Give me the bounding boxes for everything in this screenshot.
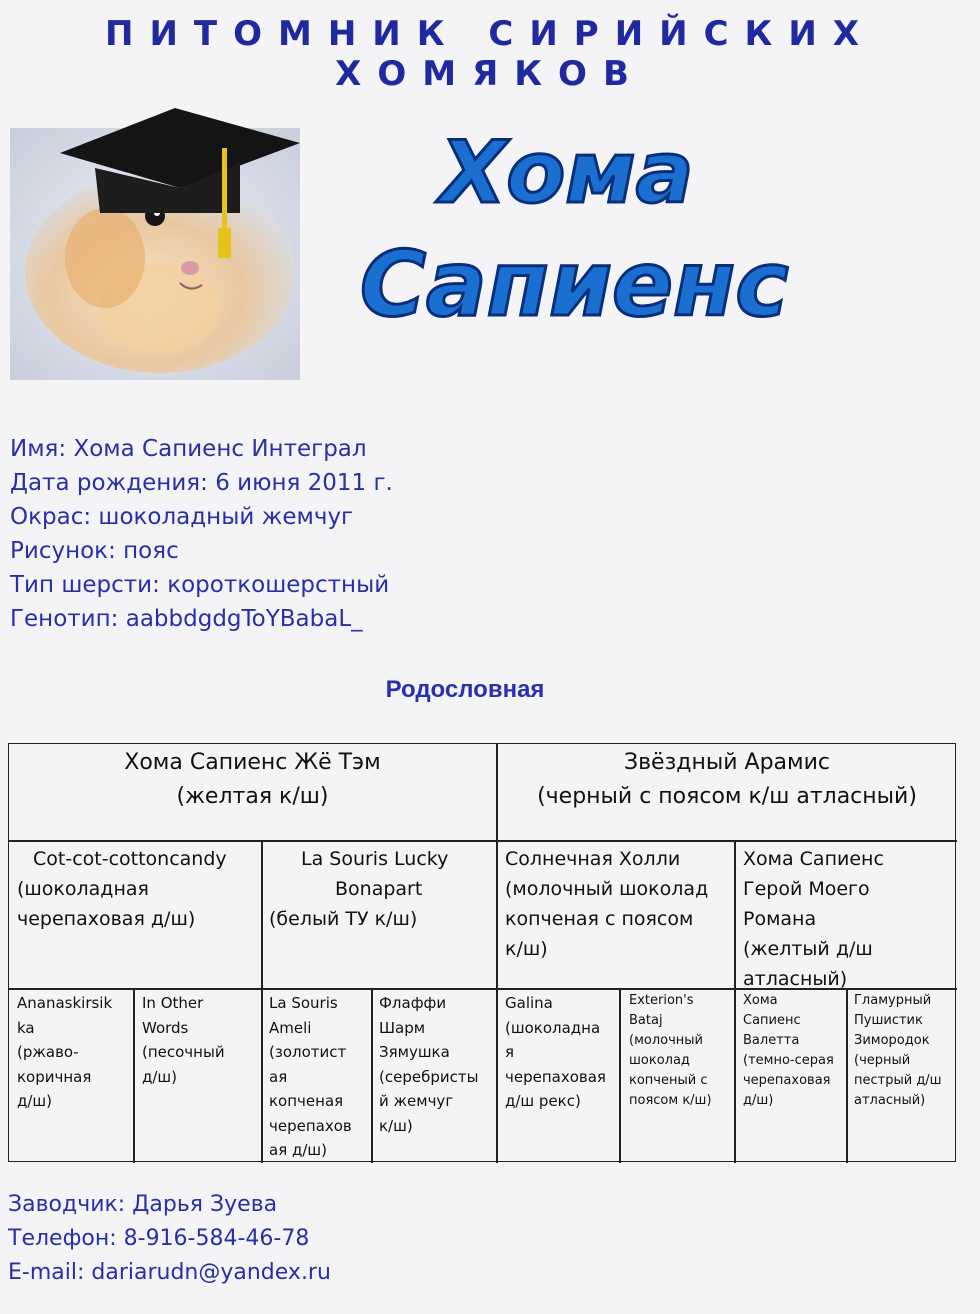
great-grandparent-line: ka	[17, 1018, 35, 1037]
breeder-name: Заводчик: Дарья Зуева	[8, 1192, 278, 1217]
great-grandparent-line: Exterion's	[629, 993, 694, 1008]
info-name: Имя: Хома Сапиенс Интеграл	[10, 436, 367, 462]
info-coat: Тип шерсти: короткошерстный	[10, 572, 390, 598]
great-grandparent-line: коричная	[17, 1067, 92, 1086]
great-grandparent-line: (шоколадна	[505, 1018, 601, 1037]
parent-dam: Звёздный Арамис (черный с поясом к/ш атласный)	[537, 750, 917, 809]
great-grandparent-line: Bataj	[629, 1013, 663, 1028]
breeder-contacts	[8, 1188, 331, 1290]
great-grandparent-line: пестрый д/ш	[854, 1073, 942, 1088]
grandparent-4: Хома Сапиенс Герой Моего Романа (желтый д/ш атласный)	[743, 848, 884, 990]
great-grandparent-line: черепаховая	[743, 1073, 831, 1088]
great-grandparent-line: Гламурный	[854, 993, 932, 1008]
great-grandparent-line: In Other	[142, 994, 204, 1012]
logo-line-1: Хома	[440, 123, 694, 223]
great-grandparent-line: Шарм	[379, 1018, 426, 1037]
great-grandparent-line: (золотист	[269, 1043, 347, 1061]
great-grandparent-line: д/ш)	[743, 1093, 774, 1108]
great-grandparent-line: д/ш)	[142, 1067, 178, 1086]
great-grandparent-line: (темно-серая	[743, 1053, 834, 1068]
great-grandparent-line: Зямушка	[379, 1043, 450, 1061]
great-grandparent-4	[379, 991, 497, 1138]
great-grandparent-line: Words	[142, 1018, 189, 1037]
great-grandparent-2	[142, 991, 262, 1089]
info-birth: Дата рождения: 6 июня 2011 г.	[10, 470, 393, 496]
great-grandparent-5	[505, 991, 619, 1114]
great-grandparent-8	[854, 991, 957, 1111]
great-grandparent-line: La Souris	[269, 994, 338, 1012]
grandparent-2: La Souris Lucky Bonapart (белый ТУ к/ш)	[269, 848, 449, 930]
great-grandparent-7	[743, 991, 846, 1111]
great-grandparent-line: Ameli	[269, 1018, 312, 1037]
great-grandparent-line: ая д/ш)	[269, 1141, 327, 1159]
info-genotype: Генотип: aabbdgdgToYBabaL_	[10, 606, 363, 632]
parent-sire: Хома Сапиенс Жё Тэм (желтая к/ш)	[124, 750, 381, 809]
great-grandparent-line: Хома	[743, 993, 778, 1008]
great-grandparent-line: Galina	[505, 994, 553, 1012]
great-grandparent-line: (песочный	[142, 1043, 225, 1061]
great-grandparent-line: копченый с	[629, 1073, 708, 1088]
great-grandparent-6	[629, 991, 734, 1111]
great-grandparent-line: атласный)	[854, 1093, 926, 1108]
info-color: Окрас: шоколадный жемчуг	[10, 504, 354, 530]
great-grandparent-line: поясом к/ш)	[629, 1093, 712, 1108]
info-pattern: Рисунок: пояс	[10, 538, 179, 564]
great-grandparent-line: Сапиенс	[743, 1013, 801, 1028]
great-grandparent-line: (ржаво-	[17, 1043, 79, 1061]
great-grandparent-1	[17, 991, 133, 1114]
great-grandparent-line: Пушистик	[854, 1013, 923, 1028]
great-grandparent-line: я	[505, 1043, 515, 1061]
great-grandparent-line: (серебристы	[379, 1067, 479, 1086]
hamster-graduate-icon	[10, 108, 300, 380]
pedigree-title: Родословная	[385, 676, 545, 703]
great-grandparent-line: шоколад	[629, 1053, 690, 1068]
logo-line-2: Сапиенс	[360, 232, 789, 337]
breeder-email[interactable]: E-mail: dariarudn@yandex.ru	[8, 1260, 331, 1285]
grandparent-3: Солнечная Холли (молочный шоколад копченая с поясом к/ш)	[505, 848, 709, 960]
grandparent-1: Cot-cot-cottoncandy (шоколадная черепаховая д/ш)	[17, 848, 227, 930]
great-grandparent-line: черепахов	[269, 1116, 352, 1135]
great-grandparent-line: черепаховая	[505, 1067, 606, 1086]
great-grandparent-line: (черный	[854, 1053, 911, 1068]
breeder-phone: Телефон: 8-916-584-46-78	[8, 1226, 310, 1251]
hamster-info	[10, 432, 393, 636]
great-grandparent-line: копченая	[269, 1092, 344, 1110]
great-grandparent-line: д/ш)	[17, 1092, 53, 1110]
great-grandparent-line: (молочный	[629, 1033, 703, 1048]
great-grandparent-line: Флаффи	[379, 994, 447, 1012]
great-grandparent-line: Валетта	[743, 1033, 800, 1048]
great-grandparent-line: й жемчуг	[379, 1092, 454, 1110]
great-grandparent-line: ая	[269, 1067, 288, 1086]
kennel-title: ПИТОМНИК СИРИЙСКИХ ХОМЯКОВ	[104, 14, 876, 94]
pedigree-table	[8, 743, 956, 1162]
great-grandparent-line: д/ш рекс)	[505, 1092, 581, 1110]
brand-logo	[350, 110, 860, 340]
great-grandparent-line: Зиморoдок	[854, 1033, 930, 1048]
great-grandparent-line: к/ш)	[379, 1116, 413, 1135]
great-grandparent-line: Ananaskirsik	[17, 994, 113, 1012]
great-grandparent-3	[269, 991, 371, 1163]
